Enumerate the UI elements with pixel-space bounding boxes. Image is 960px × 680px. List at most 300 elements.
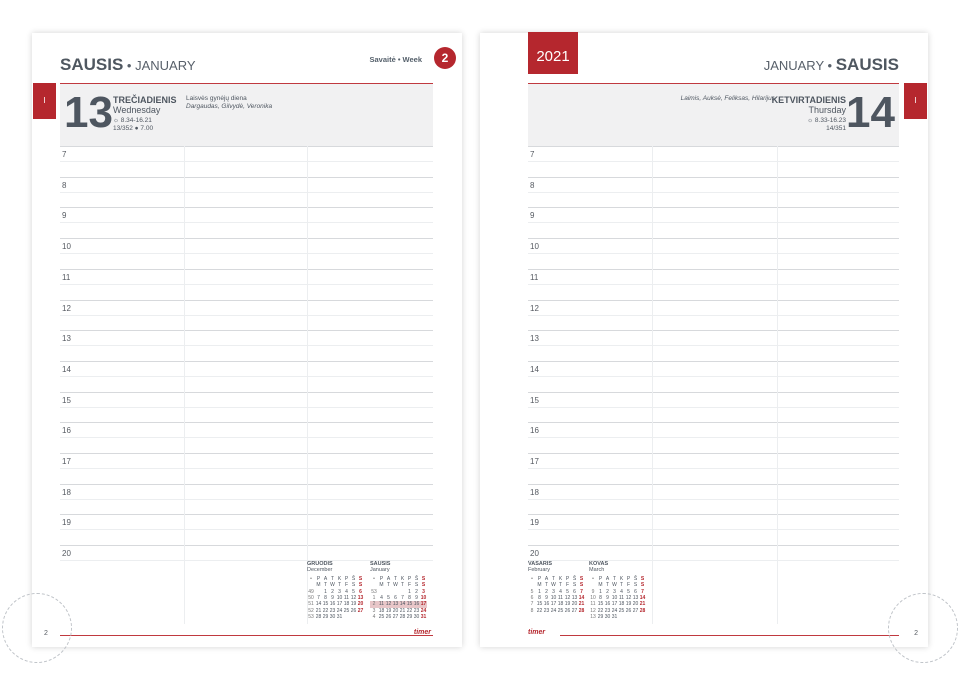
mini-cal-cell: 14 (315, 601, 322, 608)
holiday: Laisvės gynėjų diena (186, 95, 247, 102)
hour-label: 8 (62, 180, 67, 190)
mini-cal-cell: 8 (408, 595, 411, 602)
hour-line (60, 207, 433, 208)
mini-cal-cell: 14 (639, 595, 646, 602)
hour-line (528, 545, 899, 546)
mini-cal-cell: A (323, 575, 328, 582)
mini-cal-cell: 15 (406, 601, 413, 608)
hour-line (60, 269, 433, 270)
mini-cal-cell: 6 (359, 588, 362, 595)
mini-cal-cell: S (640, 575, 645, 582)
sun-times: ☼ 8.34-16.21 (113, 117, 152, 124)
mini-cal-cell: 21 (315, 607, 322, 614)
hour-row[interactable] (528, 453, 899, 484)
mini-cal-cell: 23 (413, 607, 420, 614)
mini-cal-cell: S (351, 582, 356, 589)
mini-cal-cell: T (400, 582, 405, 589)
hour-label: 14 (62, 364, 71, 374)
half-hour-line (528, 499, 899, 500)
mini-cal-cell: 29 (597, 614, 604, 621)
mini-cal-title: GRUODIS (307, 561, 333, 567)
day-header (528, 84, 899, 146)
hour-row[interactable] (60, 330, 433, 361)
mini-cal-cell: 9 (545, 595, 548, 602)
hour-row[interactable] (60, 269, 433, 300)
mini-cal-cell: 22 (322, 607, 329, 614)
hour-label: 15 (530, 395, 539, 405)
hour-label: 10 (530, 242, 539, 252)
hour-row[interactable] (528, 514, 899, 545)
page-number: 2 (44, 630, 48, 637)
mini-cal-cell: • (310, 575, 312, 582)
mini-cal-cell: P (407, 575, 412, 582)
mini-cal-cell: K (558, 575, 563, 582)
mini-cal-cell: 31 (420, 614, 427, 621)
mini-cal-cell: 12 (564, 595, 571, 602)
mini-cal-cell: 7 (580, 588, 583, 595)
mini-cal-cell: 19 (385, 607, 392, 614)
mini-cal-cell: 27 (571, 607, 578, 614)
mini-cal-cell: Š (572, 575, 577, 582)
hour-row[interactable] (528, 422, 899, 453)
mini-cal-cell: 10 (590, 595, 596, 602)
mini-cal-cell: K (400, 575, 405, 582)
mini-cal-cell: 2 (370, 601, 378, 607)
mini-cal-cell: 22 (597, 607, 604, 614)
mini-cal-cell: 4 (372, 614, 376, 621)
mini-cal-cell: • (592, 575, 594, 582)
mini-cal-cell: P (565, 575, 570, 582)
hour-line (528, 177, 899, 178)
hour-line (60, 545, 433, 546)
hour-row[interactable] (60, 392, 433, 423)
half-hour-line (60, 315, 433, 316)
mini-cal-cell: 28 (315, 614, 322, 621)
mini-cal-cell: 7 (401, 595, 404, 602)
mini-cal-cell: 28 (639, 607, 646, 614)
half-hour-line (528, 407, 899, 408)
mini-cal-cell (350, 614, 357, 620)
mini-cal-cell (625, 614, 632, 620)
mini-cal-cell: S (414, 582, 419, 589)
day-name-en: Thursday (808, 105, 846, 115)
month-lt: SAUSIS (835, 55, 899, 74)
mini-cal-cell: W (393, 582, 398, 589)
mini-cal-cell: 11 (590, 601, 596, 608)
hour-line (60, 330, 433, 331)
name-days: Dargaudas, Gilvydė, Veronika (186, 103, 273, 110)
mini-cal-cell: 13 (571, 595, 578, 602)
hour-label: 11 (62, 272, 71, 282)
mini-cal-cell: 20 (632, 601, 639, 608)
mini-cal-cell: 21 (399, 607, 406, 614)
half-hour-line (60, 253, 433, 254)
hour-line (528, 207, 899, 208)
mini-cal-cell: 12 (625, 595, 632, 602)
half-hour-line (60, 376, 433, 377)
hour-row[interactable] (60, 146, 433, 177)
mini-cal-cell: 30 (413, 614, 420, 621)
mini-cal-cell: M (379, 582, 384, 589)
mini-cal-cell: F (344, 582, 349, 589)
mini-cal-cell: T (619, 582, 624, 589)
half-hour-line (60, 345, 433, 346)
hour-label: 17 (62, 457, 71, 466)
mini-cal-cell: S (358, 575, 363, 582)
hour-row[interactable] (528, 177, 899, 208)
year-tab: 2021 (528, 32, 578, 74)
mini-cal-cell: 24 (420, 607, 427, 614)
mini-cal-cell: 16 (329, 601, 336, 608)
mini-cal-cell: 7 (530, 601, 534, 608)
half-hour-line (60, 222, 433, 223)
half-hour-line (528, 315, 899, 316)
mini-cal-cell: 17 (336, 601, 343, 608)
mini-cal-cell: • (531, 575, 533, 582)
mini-cal-cell: S (579, 582, 584, 589)
day-of-year: 14/351 (826, 125, 846, 132)
column-line (307, 146, 308, 624)
mini-cal-cell: 4 (620, 588, 623, 595)
day-name-en: Wednesday (113, 105, 161, 115)
hour-line (528, 361, 899, 362)
mini-cal-cell: 23 (329, 607, 336, 614)
mini-cal-cell: S (579, 575, 584, 582)
hour-line (528, 453, 899, 454)
mini-cal-cell: 53 (371, 588, 377, 595)
corner-arc (2, 593, 72, 663)
week-label: Savaitė • Week (369, 55, 422, 64)
mini-cal-cell: 12 (350, 595, 357, 602)
mini-calendar-january (370, 561, 427, 621)
mini-cal-cell: 52 (308, 607, 314, 614)
hour-row[interactable] (528, 207, 899, 238)
mini-cal-cell: Š (414, 575, 419, 582)
mini-cal-cell: 3 (422, 588, 425, 595)
hour-row[interactable] (60, 207, 433, 238)
mini-cal-cell: 17 (611, 601, 618, 608)
mini-cal-cell (632, 614, 639, 620)
day-name-lt: KETVIRTADIENIS (771, 95, 846, 105)
hour-line (60, 177, 433, 178)
hour-row[interactable] (60, 514, 433, 545)
column-line (777, 146, 778, 624)
hour-label: 16 (530, 426, 539, 436)
hour-line (528, 269, 899, 270)
half-hour-line (60, 407, 433, 408)
hour-line (60, 484, 433, 485)
mini-cal-cell: S (421, 582, 426, 589)
hour-label: 11 (530, 272, 539, 282)
mini-cal-cell: 16 (604, 601, 611, 608)
hour-row[interactable] (528, 484, 899, 515)
mini-cal-cell: 17 (550, 601, 557, 608)
hour-label: 16 (62, 426, 71, 436)
brand-logo: timer (413, 629, 431, 636)
mini-cal-cell: 27 (632, 607, 639, 614)
mini-cal-cell: 28 (578, 607, 585, 614)
mini-cal-cell: M (316, 582, 321, 589)
mini-cal-cell: 3 (613, 588, 616, 595)
hour-label: 19 (530, 518, 539, 528)
mini-cal-cell: 10 (420, 595, 427, 602)
mini-cal-cell: 15 (322, 601, 329, 608)
hour-label: 9 (62, 211, 67, 221)
day-name-lt: TREČIADIENIS (113, 95, 177, 105)
mini-cal-cell: S (572, 582, 577, 589)
mini-cal-cell (357, 614, 364, 620)
mini-cal-cell: 11 (618, 595, 625, 602)
mini-cal-cell: 27 (392, 614, 399, 621)
day-number: 14 (846, 88, 895, 137)
hour-label: 7 (62, 150, 67, 159)
hour-line (60, 361, 433, 362)
mini-cal-cell: 19 (564, 601, 571, 608)
mini-cal-subtitle: February (528, 567, 551, 574)
mini-cal-cell: P (316, 575, 321, 582)
mini-cal-cell: T (393, 575, 398, 582)
corner-arc (888, 593, 958, 663)
half-hour-line (60, 468, 433, 469)
mini-cal-cell: 25 (378, 614, 385, 621)
mini-calendar-february (528, 561, 585, 614)
mini-cal-cell (618, 614, 625, 620)
half-hour-line (528, 345, 899, 346)
mini-cal-cell: P (598, 575, 603, 582)
half-hour-line (528, 437, 899, 438)
hour-row[interactable] (60, 484, 433, 515)
month-lt: SAUSIS (60, 55, 124, 74)
hour-row[interactable] (528, 361, 899, 392)
mini-cal-cell: 3 (372, 607, 376, 614)
hour-row[interactable] (528, 330, 899, 361)
mini-cal-cell: 5 (387, 595, 390, 602)
mini-cal-cell: 6 (573, 588, 576, 595)
day-header (60, 84, 433, 146)
month-title: JANUARY • SAUSIS (763, 55, 899, 74)
mini-cal-cell: 21 (639, 601, 646, 608)
mini-cal-cell: M (537, 582, 542, 589)
mini-cal-cell: 13 (590, 614, 596, 621)
mini-cal-cell: 49 (308, 588, 314, 595)
mini-cal-cell: 5 (566, 588, 569, 595)
hour-label: 14 (530, 364, 539, 374)
hour-line (528, 300, 899, 301)
hour-row[interactable] (60, 361, 433, 392)
mini-cal-cell: S (358, 582, 363, 589)
hour-line (528, 484, 899, 485)
mini-cal-cell: 25 (618, 607, 625, 614)
half-hour-line (528, 222, 899, 223)
sun-times: ☼ 8.33-16.23 (807, 117, 846, 124)
mini-cal-cell: K (619, 575, 624, 582)
mini-cal-cell: 14 (578, 595, 585, 602)
mini-cal-cell: F (626, 582, 631, 589)
mini-cal-cell: 28 (399, 614, 406, 621)
mini-cal-cell: 4 (559, 588, 562, 595)
mini-cal-cell: 22 (536, 607, 543, 614)
mini-cal-cell: 25 (557, 607, 564, 614)
mini-cal-cell: P (379, 575, 384, 582)
mini-cal-cell: Š (351, 575, 356, 582)
half-hour-line (528, 253, 899, 254)
brand-logo: timer (528, 629, 546, 636)
hour-row[interactable] (60, 453, 433, 484)
mini-cal-cell: 2 (331, 588, 334, 595)
mini-cal-cell: W (330, 582, 335, 589)
hour-line (60, 146, 433, 147)
mini-cal-cell: • (373, 575, 375, 582)
mini-cal-cell: 51 (308, 601, 314, 608)
mini-cal-cell: 10 (550, 595, 557, 602)
week-number-badge: 2 (434, 47, 456, 69)
hour-row[interactable] (60, 177, 433, 208)
mini-cal-cell: 12 (590, 607, 596, 614)
mini-cal-cell: 24 (611, 607, 618, 614)
mini-cal-cell: 9 (331, 595, 334, 602)
mini-cal-title: VASARIS (528, 561, 553, 567)
column-line (652, 146, 653, 624)
mini-cal-cell: 6 (634, 588, 637, 595)
mini-cal-cell: P (537, 575, 542, 582)
hour-row[interactable] (528, 269, 899, 300)
mini-cal-cell: 8 (324, 595, 327, 602)
hour-line (528, 422, 899, 423)
mini-cal-cell: 19 (350, 601, 357, 608)
hour-row[interactable] (60, 238, 433, 269)
hour-label: 20 (62, 549, 71, 559)
mini-cal-cell: F (565, 582, 570, 589)
mini-cal-cell: T (323, 582, 328, 589)
hour-label: 13 (62, 334, 71, 344)
mini-cal-cell: 2 (415, 588, 418, 595)
mini-cal-cell: F (407, 582, 412, 589)
hour-label: 7 (530, 150, 535, 159)
mini-cal-cell: 5 (530, 588, 534, 595)
mini-cal-cell: 10 (611, 595, 618, 602)
half-hour-line (528, 468, 899, 469)
mini-cal-cell: S (421, 575, 426, 582)
half-hour-line (60, 192, 433, 193)
hour-line (60, 453, 433, 454)
month-en: JANUARY (135, 58, 196, 73)
mini-cal-cell: 26 (564, 607, 571, 614)
hour-label: 10 (62, 242, 71, 252)
mini-cal-cell: 3 (338, 588, 341, 595)
mini-cal-cell: 7 (317, 595, 320, 602)
mini-cal-cell: 4 (345, 588, 348, 595)
right-page (480, 33, 928, 647)
hour-line (528, 146, 899, 147)
month-en: JANUARY (763, 58, 824, 73)
mini-cal-cell: K (337, 575, 342, 582)
mini-cal-cell: 29 (322, 614, 329, 621)
half-hour-line (528, 192, 899, 193)
hour-label: 12 (530, 303, 539, 313)
mini-cal-cell: T (337, 582, 342, 589)
mini-cal-cell: 16 (413, 601, 420, 608)
right-month-tab[interactable]: I (904, 83, 927, 119)
hour-row[interactable] (528, 300, 899, 331)
mini-cal-cell: P (344, 575, 349, 582)
mini-cal-cell: 20 (392, 607, 399, 614)
mini-cal-cell: 4 (380, 595, 383, 602)
mini-cal-cell: 31 (336, 614, 343, 621)
hour-row[interactable] (60, 422, 433, 453)
name-days: Laimis, Auksė, Feliksas, Hilarijus (680, 95, 775, 102)
mini-cal-cell: 5 (352, 588, 355, 595)
mini-cal-cell: T (330, 575, 335, 582)
half-hour-line (60, 499, 433, 500)
mini-cal-cell: 20 (571, 601, 578, 608)
mini-cal-cell: A (544, 575, 549, 582)
mini-cal-title: SAUSIS (370, 561, 391, 567)
mini-cal-cell: 6 (530, 595, 534, 602)
mini-cal-cell: 24 (336, 607, 343, 614)
hour-line (60, 514, 433, 515)
hour-label: 20 (530, 549, 539, 559)
mini-cal-cell: 6 (394, 595, 397, 602)
mini-cal-cell: 25 (343, 607, 350, 614)
mini-cal-cell: T (558, 582, 563, 589)
half-hour-line (60, 529, 433, 530)
mini-cal-cell: 9 (591, 588, 595, 595)
mini-cal-cell: 26 (625, 607, 632, 614)
mini-cal-cell: 50 (308, 595, 314, 602)
hour-row[interactable] (528, 146, 899, 177)
mini-cal-subtitle: March (589, 567, 605, 574)
mini-cal-cell: 11 (557, 595, 564, 602)
mini-cal-cell: 16 (543, 601, 550, 608)
mini-cal-cell: 13 (357, 595, 364, 602)
mini-cal-cell: 53 (308, 614, 314, 621)
left-page (32, 33, 462, 647)
mini-cal-cell: 11 (343, 595, 350, 602)
left-month-tab[interactable]: I (33, 83, 56, 119)
hour-line (528, 238, 899, 239)
day-of-year: 13/352 ● 7.00 (113, 125, 154, 132)
half-hour-line (60, 284, 433, 285)
hour-label: 17 (530, 457, 539, 466)
half-hour-line (528, 529, 899, 530)
mini-cal-cell (343, 614, 350, 620)
mini-cal-cell: 30 (604, 614, 611, 621)
mini-calendar-december (307, 561, 364, 621)
mini-cal-cell (639, 614, 646, 620)
mini-cal-cell: 26 (385, 614, 392, 621)
mini-cal-cell: T (551, 575, 556, 582)
mini-cal-cell: 30 (329, 614, 336, 621)
mini-cal-cell: W (551, 582, 556, 589)
hour-label: 15 (62, 395, 71, 405)
mini-cal-cell: T (612, 575, 617, 582)
mini-cal-cell: S (633, 582, 638, 589)
mini-cal-cell: 8 (530, 607, 534, 614)
mini-cal-cell: T (386, 582, 391, 589)
hour-row[interactable] (528, 238, 899, 269)
mini-cal-cell: 13 (632, 595, 639, 602)
half-hour-line (528, 161, 899, 162)
hour-line (528, 392, 899, 393)
mini-cal-cell: 9 (606, 595, 609, 602)
half-hour-line (528, 376, 899, 377)
hour-row[interactable] (528, 392, 899, 423)
hour-label: 9 (530, 211, 535, 221)
hour-row[interactable] (60, 300, 433, 331)
mini-cal-cell: 31 (611, 614, 618, 621)
mini-cal-cell: W (612, 582, 617, 589)
hour-label: 8 (530, 180, 535, 190)
